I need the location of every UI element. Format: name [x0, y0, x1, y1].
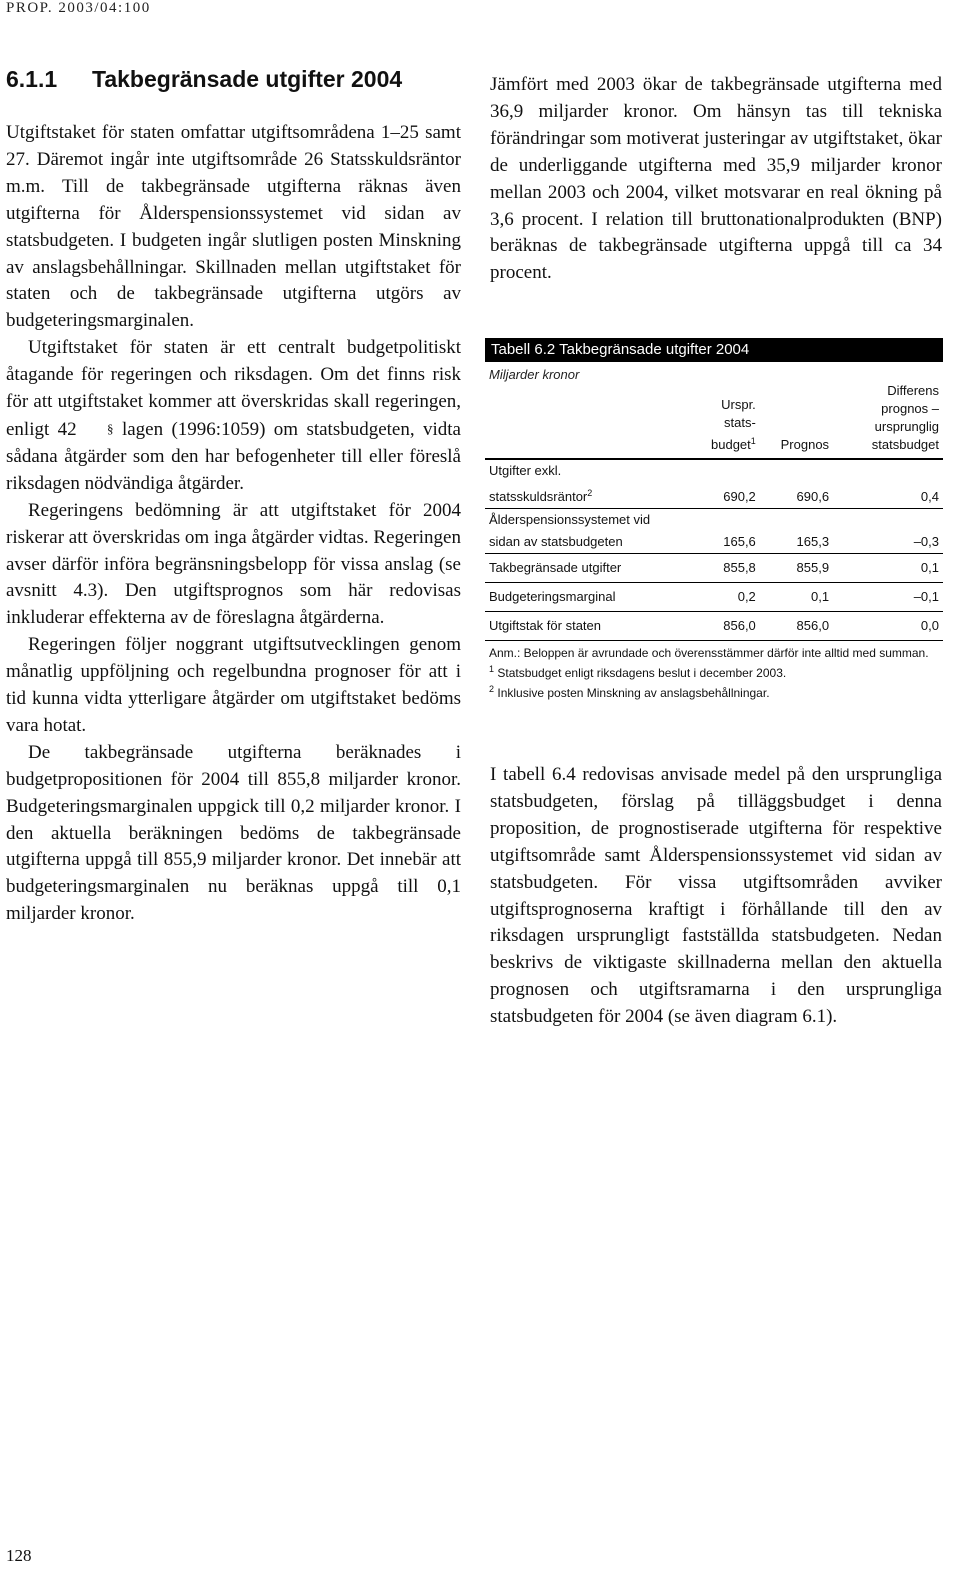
cell-urspr: 856,0	[723, 618, 756, 633]
footnote-marker: 2	[587, 488, 593, 498]
table-notes	[489, 645, 943, 701]
header-cell-differens	[833, 382, 943, 459]
section-symbol: §	[107, 420, 114, 436]
row-label: Budgeteringsmarginal	[489, 589, 616, 604]
header-text: Urspr.	[721, 397, 756, 412]
row-label: Takbegränsade utgifter	[489, 560, 622, 575]
cell-urspr: 855,8	[723, 560, 756, 575]
paragraph: Jämfört med 2003 ökar de takbegränsade utgifterna med 36,9 miljarder kronor. Om hänsyn tas till tekniska förändringar som motiverat justeringar av utgiftstaket, ökar de underliggande utgifterna med 35,9 miljarder kronor mellan 2003 och 2004, vilket motsvarar en real ökning på 3,6 procent. I relation till bruttonationalprodukten (BNP) beräknas de takbegränsade utgifterna uppgå till ca 34 procent.	[490, 74, 942, 284]
header-label-cell	[485, 382, 687, 459]
paragraph-text: Utgiftstaket för staten är ett centralt budgetpolitiskt åtagande för regeringen och riksdagen. Om det finns risk för att utgiftstaket kommer att överskridas skall regeringen, enligt 42	[6, 337, 461, 440]
cell-differens: –0,3	[913, 534, 939, 549]
page-number: 128	[6, 1546, 32, 1565]
running-head: PROP. 2003/04:100	[6, 0, 151, 16]
paragraph: Regeringen följer noggrant utgiftsutvecklingen genom månatlig uppföljning och regelbundna prognoser för att i tid kunna vidta ytterligare åtgärder om utgiftstaket bedöms vara hotat.	[6, 634, 461, 736]
cell-prognos: 855,9	[796, 560, 830, 575]
cell-urspr: 0,2	[737, 589, 756, 604]
cell-differens: 0,0	[920, 618, 939, 633]
row-label: Utgiftstak för staten	[489, 618, 601, 633]
paragraph: De takbegränsade utgifterna beräknades i budgetpropositionen för 2004 till 855,8 miljarder kronor. Budgeteringsmarginalen uppgick till 0,2 miljarder kronor. I den aktuella beräkningen bedöms de takbegränsade utgifterna uppgå till 855,9 miljarder kronor. Det innebär att budgeteringsmarginalen nu beräknas uppgå till 0,1 miljarder kronor.	[6, 741, 461, 925]
table-row	[485, 459, 943, 509]
header-text: ursprunglig	[874, 419, 939, 434]
cell-prognos: 690,6	[796, 489, 830, 504]
header-text: stats-	[724, 415, 756, 430]
section-number: 6.1.1	[6, 66, 58, 92]
paragraph: Utgiftstaket för staten omfattar utgiftsområdena 1–25 samt 27. Däremot ingår inte utgiftsområde 26 Statsskuldsräntor m.m. Till de takbegränsade utgifterna räknas även utgifterna för Ålderspensionssystemet vid sidan av statsbudgeten. I budgeten ingår slutligen posten Minskning av anslagsbehållningar. Skillnaden mellan utgiftstaket för staten och de takbegränsade utgifterna utgörs av budgeteringsmarginalen.	[6, 122, 461, 332]
cell-prognos: 165,3	[796, 534, 830, 549]
table-header-row	[485, 382, 943, 459]
cell-prognos: 856,0	[796, 618, 830, 633]
section-heading	[6, 66, 402, 93]
header-text: prognos –	[881, 401, 939, 416]
header-cell-urspr	[687, 382, 760, 459]
section-title: Takbegränsade utgifter 2004	[92, 66, 403, 92]
cell-urspr: 165,6	[723, 534, 756, 549]
table-caption: Tabell 6.2 Takbegränsade utgifter 2004	[485, 338, 943, 362]
cell-urspr: 690,2	[723, 489, 756, 504]
paragraph	[6, 335, 461, 497]
table-note-anm: Anm.: Beloppen är avrundade och överensstämmer därför inte alltid med summan.	[489, 646, 929, 660]
cell-differens: 0,4	[920, 489, 939, 504]
table-row	[485, 554, 943, 583]
right-column	[490, 72, 942, 287]
table-row	[485, 612, 943, 641]
header-cell-prognos: Prognos	[780, 437, 830, 452]
left-column	[6, 120, 461, 928]
header-text: statsbudget	[871, 437, 939, 452]
cell-differens: 0,1	[920, 560, 939, 575]
cell-prognos: 0,1	[810, 589, 830, 604]
header-text: Differens	[887, 383, 939, 398]
table-block	[485, 338, 943, 701]
row-label: Ålderspensionssystemet vid sidan av statsbudgeten	[489, 512, 651, 549]
table-footnote-2: $^2$ Inklusive posten Minskning av anslagsbehållningar.	[489, 684, 770, 700]
paragraph: I tabell 6.4 redovisas anvisade medel på den ursprungliga statsbudgeten, förslag på tilläggsbudget i denna proposition, de prognostiserade utgifterna för respektive utgiftsområde samt Ålderspensionssystemet vid sidan av statsbudgeten. För vissa utgiftsområden avviker utgiftsprognoserna kraftigt i förhållande till den av riksdagen ursprungligt fastställda statsbudgeten. Nedan beskrivs de viktigaste skillnaderna mellan den aktuella prognosen och utgiftsramarna i den ursprungliga statsbudgeten för 2004 (se även diagram 6.1).	[490, 764, 942, 1028]
row-label: Utgifter exkl. statsskuldsräntor$^2$	[489, 463, 593, 504]
data-table	[485, 382, 943, 641]
table-row	[485, 583, 943, 612]
paragraph-text: lagen (1996:1059) om statsbudgeten, vidta sådana åtgärder som den har befogenheter till eller föreslå riksdagen nödvändiga åtgärder.	[6, 418, 461, 494]
cell-differens: –0,1	[913, 589, 939, 604]
header-text: budget$^1$	[711, 436, 756, 452]
right-column-lower	[490, 762, 942, 1031]
paragraph: Regeringens bedömning är att utgiftstaket för 2004 riskerar att överskridas om inga åtgärder vidtas. Regeringen avser därför införa begränsningsbelopp för vissa anslag (se avsnitt 4.3). Den utgiftsprognos som här redovisas inkluderar effekterna av de föreslagna åtgärderna.	[6, 499, 461, 629]
table-row	[485, 509, 943, 554]
table-footnote-1: $^1$ Statsbudget enligt riksdagens beslut i december 2003.	[489, 664, 787, 680]
table-unit: Miljarder kronor	[489, 367, 580, 382]
footnote-marker: 1	[750, 436, 756, 446]
